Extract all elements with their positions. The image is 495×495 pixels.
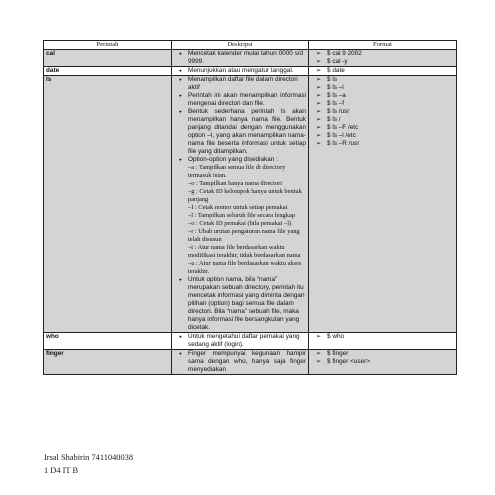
description-item: ● Mencetak kalender mulai tahun 0000 s/d 9999. [188, 50, 306, 66]
command-description [172, 67, 309, 76]
format-item: ➢ $ ls [327, 76, 454, 84]
format-item: ➢ $ ls –f [327, 100, 454, 108]
option-entry: –u : Atur nama file berdasarkan waktu akses terakhir. [188, 260, 302, 275]
table-row-cal [44, 50, 457, 67]
command-format [309, 350, 457, 375]
format-item: ➢ $ ls –a [327, 92, 454, 100]
description-item: ● Menunjukkan atau mengatur tanggal. [188, 67, 306, 75]
option-entry: –l : Tampilkan seluruh file secara lengkap [188, 212, 295, 219]
command-format [309, 76, 457, 333]
table-row-finger [44, 350, 457, 375]
command-name: who [44, 333, 172, 350]
description-item: ● Untuk option nama, bila “nama” merupakan sebuah directory, perintah itu mencetak informasi yang diminta dengan pilihan (option) bagi semua file dalam directori. Bila “nama” sebuah file, maka hanya informasi file bersangkutan yang dicetak. [188, 276, 306, 332]
format-item: ➢ $ ls /usr [327, 108, 454, 116]
description-item: ● Finger mempunyai kegunaan hampir sama dengan who, hanya saja finger menyediakan [188, 350, 306, 374]
format-item: ➢ $ finger <user> [327, 358, 454, 366]
table-row-who [44, 333, 457, 350]
command-format [309, 333, 457, 350]
format-item: ➢ $ cal -y [327, 58, 454, 66]
command-description [172, 76, 309, 333]
format-item: ➢ $ date [327, 67, 454, 75]
description-item: ● Untuk mengetahui daftar pemakai yang sedang aktif (login). [188, 333, 306, 349]
header-deskripsi: Deskripsi [172, 41, 309, 50]
option-entry: –a : Tampilkan semua file di directory termasuk isian. [188, 164, 286, 179]
option-entry: –o : Cetak ID pemakai (bila pemakai –l) [188, 220, 292, 227]
format-item: ➢ $ cal 9 2002 [327, 50, 454, 58]
command-name: ls [44, 76, 172, 333]
option-entry: –r : Ubah urutan pengaturan nama file yang telah disusun [188, 228, 300, 243]
option-entry: –g : Cetak ID kelompok hanya untuk bentuk panjang [188, 188, 302, 203]
header-perintah: Perintah [44, 41, 172, 50]
format-item: ➢ $ who [327, 333, 454, 341]
description-item: ● Menampilkan daftar file dalam directori aktif [188, 76, 306, 92]
option-entry: –I : Cetak nomor untuk setiap pemakai [188, 204, 288, 211]
description-item: ● Bentuk sederhana perintah ls akan menampilkan hanya nama file. Bentuk panjang ditandai dengan menggunakan option –l, yang akan menampilkan nama-nama file beserta informasi untuk setiap file yang ditampilkan. [188, 108, 306, 156]
option-title: ● Option-option yang disediakan : [188, 156, 278, 163]
command-description [172, 350, 309, 375]
footer-author: Irsal Shabirin 7411040038 [44, 453, 134, 462]
command-table [43, 40, 457, 375]
format-item: ➢ $ ls –R /usr [327, 140, 454, 148]
format-item: ➢ $ ls –l [327, 84, 454, 92]
description-item: ● Perintah ini akan menampilkan informasi mengenai directori dan file. [188, 92, 306, 108]
command-format [309, 67, 457, 76]
command-description [172, 50, 309, 67]
page-footer [44, 451, 133, 477]
format-item: ➢ $ finger [327, 350, 454, 358]
command-description [172, 333, 309, 350]
table-row-date [44, 67, 457, 76]
command-name: finger [44, 350, 172, 375]
header-format: Format [309, 41, 457, 50]
option-entry: –o : Tampilkan hanya nama directori [188, 180, 283, 187]
format-item: ➢ $ ls / [327, 116, 454, 124]
command-format [309, 50, 457, 67]
table-header-row [44, 41, 457, 50]
table-row-ls [44, 76, 457, 333]
format-item: ➢ $ ls –l /etc [327, 132, 454, 140]
command-name: cal [44, 50, 172, 67]
command-name: date [44, 67, 172, 76]
option-list-item [188, 156, 306, 276]
footer-class: 1 D4 IT B [44, 466, 79, 475]
format-item: ➢ $ ls –F /etc [327, 124, 454, 132]
option-entry: –t : Atur nama file berdasarkan waktu modifikasi terakhir, tidak berdasarkan nama [188, 244, 301, 259]
